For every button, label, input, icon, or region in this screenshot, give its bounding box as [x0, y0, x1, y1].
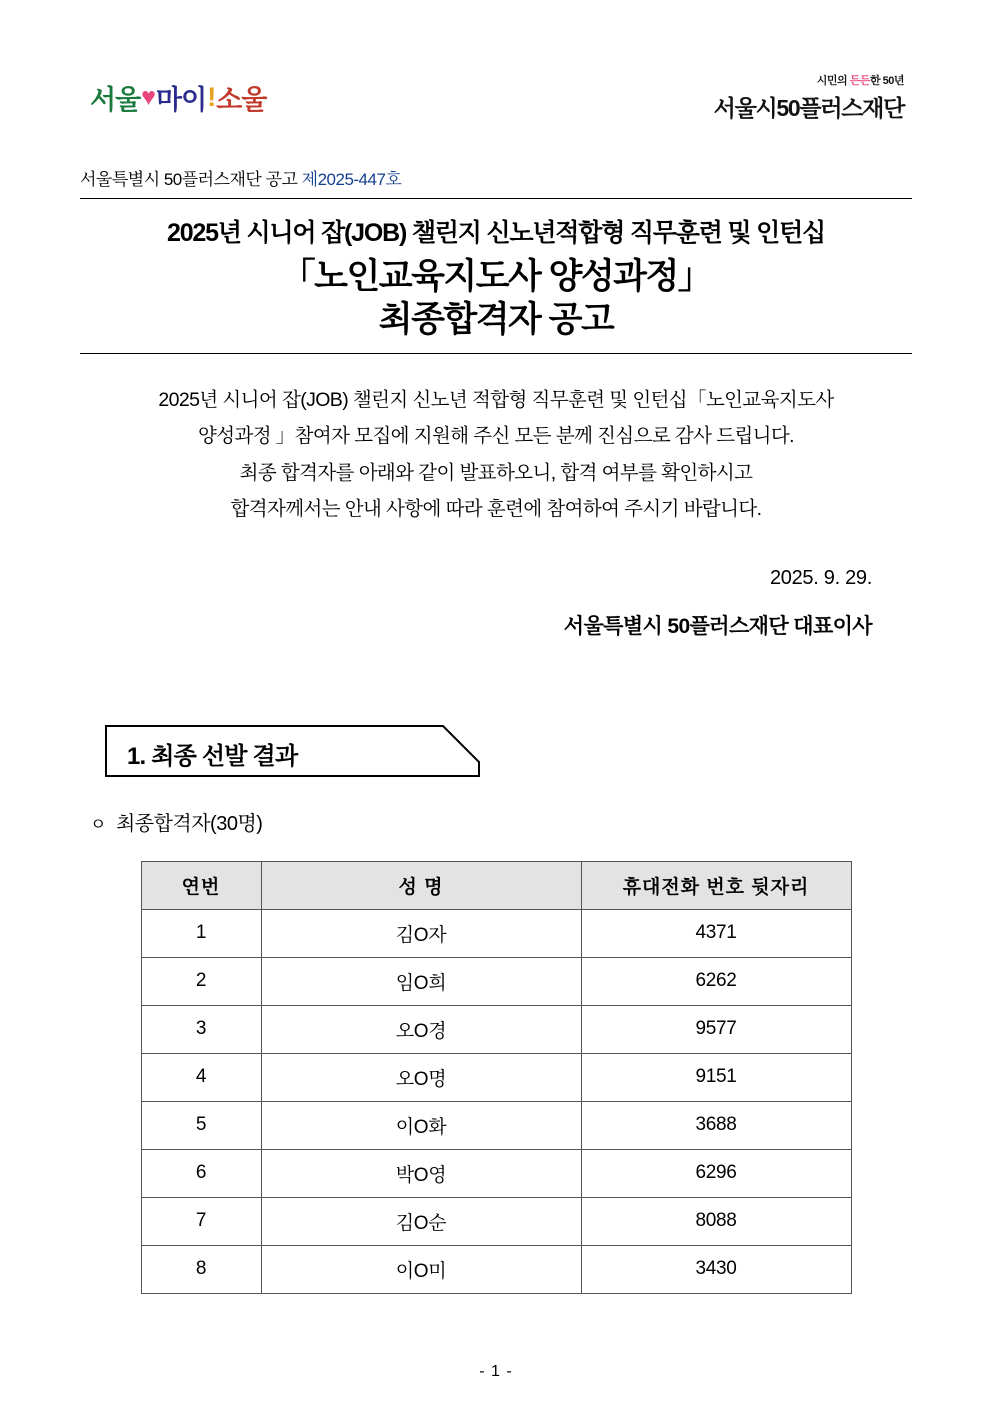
cell-name: 박O영 [261, 1149, 581, 1197]
table-row [141, 1197, 851, 1245]
cell-no: 6 [141, 1149, 261, 1197]
cell-no: 2 [141, 957, 261, 1005]
intro-paragraph [80, 382, 912, 526]
cell-name: 이O화 [261, 1101, 581, 1149]
intro-line-3: 최종 합격자를 아래와 같이 발표하오니, 합격 여부를 확인하시고 [239, 461, 753, 484]
cell-name: 오O경 [261, 1005, 581, 1053]
seoul-my-soul-logo [90, 78, 266, 117]
logo-text-soul: 소울 [216, 85, 267, 115]
cell-name: 김O순 [261, 1197, 581, 1245]
section-heading-label: 1. 최종 선발 결과 [127, 742, 298, 770]
cell-phone: 9577 [581, 1005, 851, 1053]
logo-text-my: 마이 [156, 85, 207, 115]
issuing-organization: 서울특별시 50플러스재단 대표이사 [563, 614, 872, 638]
cell-no: 5 [141, 1101, 261, 1149]
table-row [141, 957, 851, 1005]
title-main-line1: 「노인교육지도사 양성과정」 [280, 257, 712, 296]
cell-no: 8 [141, 1245, 261, 1293]
announcement-date: 2025. 9. 29. [769, 566, 872, 589]
title-subtitle: 2025년 시니어 잡(JOB) 챌린지 신노년적합형 직무훈련 및 인턴십 [167, 219, 825, 247]
table-row [141, 1005, 851, 1053]
logo-text-seoul: 서울 [90, 85, 141, 115]
table-row [141, 1149, 851, 1197]
table-row [141, 1053, 851, 1101]
table-header-row [141, 861, 851, 909]
table-row [141, 909, 851, 957]
subsection-label: 최종합격자(30명) [115, 812, 263, 835]
cell-name: 임O희 [261, 957, 581, 1005]
intro-line-2: 양성과정 」참여자 모집에 지원해 주신 모든 분께 진심으로 감사 드립니다. [198, 425, 794, 448]
column-header-phone: 휴대전화 번호 뒷자리 [581, 861, 851, 909]
notice-number-line [80, 165, 912, 190]
cell-name: 이O미 [261, 1245, 581, 1293]
foundation-tagline [714, 72, 904, 88]
divider-bottom [80, 353, 912, 354]
table-row [141, 1245, 851, 1293]
tagline-highlight: 든든 [849, 75, 870, 87]
foundation-logo [714, 72, 904, 123]
title-main [80, 256, 912, 341]
tagline-pre: 시민의 [816, 75, 850, 87]
cell-phone: 9151 [581, 1053, 851, 1101]
cell-name: 김O자 [261, 909, 581, 957]
cell-no: 7 [141, 1197, 261, 1245]
page-number: - 1 - [479, 1363, 513, 1380]
cell-no: 3 [141, 1005, 261, 1053]
subsection-line [90, 807, 912, 836]
cell-phone: 4371 [581, 909, 851, 957]
tagline-post: 한 50년 [869, 75, 904, 87]
foundation-name: 서울시50플러스재단 [713, 95, 904, 121]
cell-phone: 6296 [581, 1149, 851, 1197]
cell-phone: 6262 [581, 957, 851, 1005]
heart-icon: ♥ [141, 83, 156, 111]
cell-name: 오O명 [261, 1053, 581, 1101]
column-header-name: 성 명 [261, 861, 581, 909]
signature-block [80, 567, 912, 640]
table-head [141, 861, 851, 909]
header-logos [80, 60, 912, 130]
notice-prefix: 서울특별시 50플러스재단 공고 [80, 170, 302, 189]
table-row [141, 1101, 851, 1149]
cell-phone: 3430 [581, 1245, 851, 1293]
cell-no: 1 [141, 909, 261, 957]
table-body [141, 909, 851, 1293]
column-header-no: 연번 [141, 861, 261, 909]
title-main-line2: 최종합격자 공고 [378, 299, 614, 339]
section-heading-1 [105, 725, 480, 777]
cell-phone: 8088 [581, 1197, 851, 1245]
intro-line-1: 2025년 시니어 잡(JOB) 챌린지 신노년 적합형 직무훈련 및 인턴십「노인교육지도사 [158, 389, 834, 412]
title-block [80, 199, 912, 341]
intro-line-4: 합격자께서는 안내 사항에 따라 훈련에 참여하여 주시기 바랍니다. [230, 497, 762, 520]
notice-number: 제2025-447호 [301, 170, 402, 189]
exclamation-icon: ! [207, 82, 216, 112]
final-results-table [141, 861, 852, 1294]
circle-marker-icon: ㅇ [90, 814, 106, 834]
cell-no: 4 [141, 1053, 261, 1101]
cell-phone: 3688 [581, 1101, 851, 1149]
